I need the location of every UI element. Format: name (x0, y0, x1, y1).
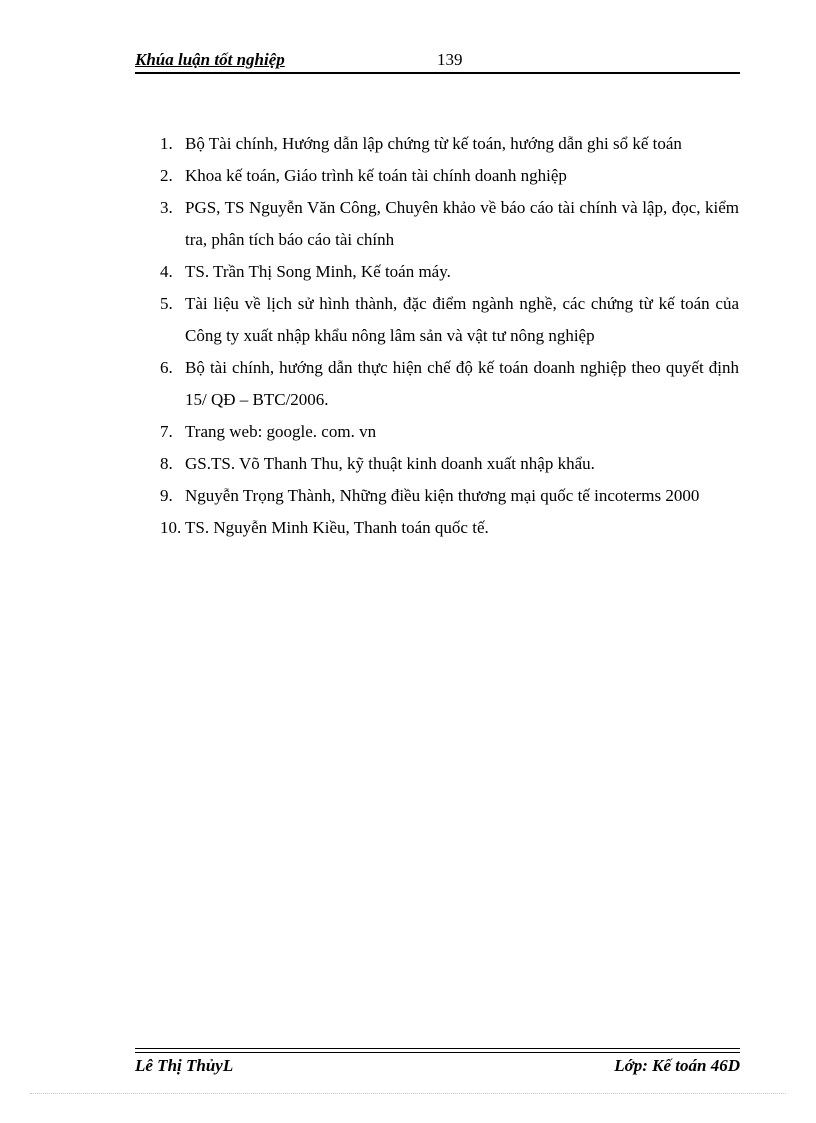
item-text: TS. Nguyễn Minh Kiều, Thanh toán quốc tế. (185, 518, 489, 537)
item-text: Tài liệu về lịch sử hình thành, đặc điểm ngành nghề, các chứng từ kế toán của Công ty xuất nhập khẩu nông lâm sản và vật tư nông nghiệp (185, 294, 739, 345)
item-number: 9. (160, 486, 173, 505)
page-bottom-divider (30, 1093, 786, 1094)
item-number: 6. (160, 358, 173, 377)
item-number: 4. (160, 262, 173, 281)
list-item (160, 416, 739, 448)
footer-author: Lê Thị ThủyL (135, 1056, 234, 1075)
list-item (160, 480, 739, 512)
footer-divider (135, 1048, 740, 1053)
page-header (135, 48, 740, 74)
item-number: 1. (160, 134, 173, 153)
list-item (160, 256, 739, 288)
list-item (160, 128, 739, 160)
list-item (160, 512, 739, 544)
item-number: 3. (160, 198, 173, 217)
list-item (160, 288, 739, 352)
item-number: 8. (160, 454, 173, 473)
header-title: Khúa luận tốt nghiệp (135, 50, 285, 69)
item-text: Khoa kế toán, Giáo trình kế toán tài chính doanh nghiệp (185, 166, 567, 185)
footer-class: Lớp: Kế toán 46D (614, 1056, 740, 1075)
item-text: Nguyễn Trọng Thành, Những điều kiện thương mại quốc tế incoterms 2000 (185, 486, 700, 505)
item-text: Bộ Tài chính, Hướng dẫn lập chứng từ kế toán, hướng dẫn ghi sổ kế toán (185, 134, 682, 153)
item-number: 7. (160, 422, 173, 441)
reference-list (160, 128, 739, 544)
item-number: 5. (160, 294, 173, 313)
list-item (160, 448, 739, 480)
item-text: TS. Trần Thị Song Minh, Kế toán máy. (185, 262, 451, 281)
item-text: Bộ tài chính, hướng dẫn thực hiện chế độ kế toán doanh nghiệp theo quyết định 15/ QĐ – BTC/2006. (185, 358, 739, 409)
list-item (160, 352, 739, 416)
item-text: Trang web: google. com. vn (185, 422, 377, 441)
item-number: 2. (160, 166, 173, 185)
list-item (160, 160, 739, 192)
item-text: GS.TS. Võ Thanh Thu, kỹ thuật kinh doanh xuất nhập khẩu. (185, 454, 595, 473)
item-text: PGS, TS Nguyễn Văn Công, Chuyên khảo về báo cáo tài chính và lập, đọc, kiểm tra, phân tích báo cáo tài chính (185, 198, 739, 249)
list-item (160, 192, 739, 256)
page-number: 139 (437, 50, 463, 69)
item-number: 10. (160, 518, 182, 537)
